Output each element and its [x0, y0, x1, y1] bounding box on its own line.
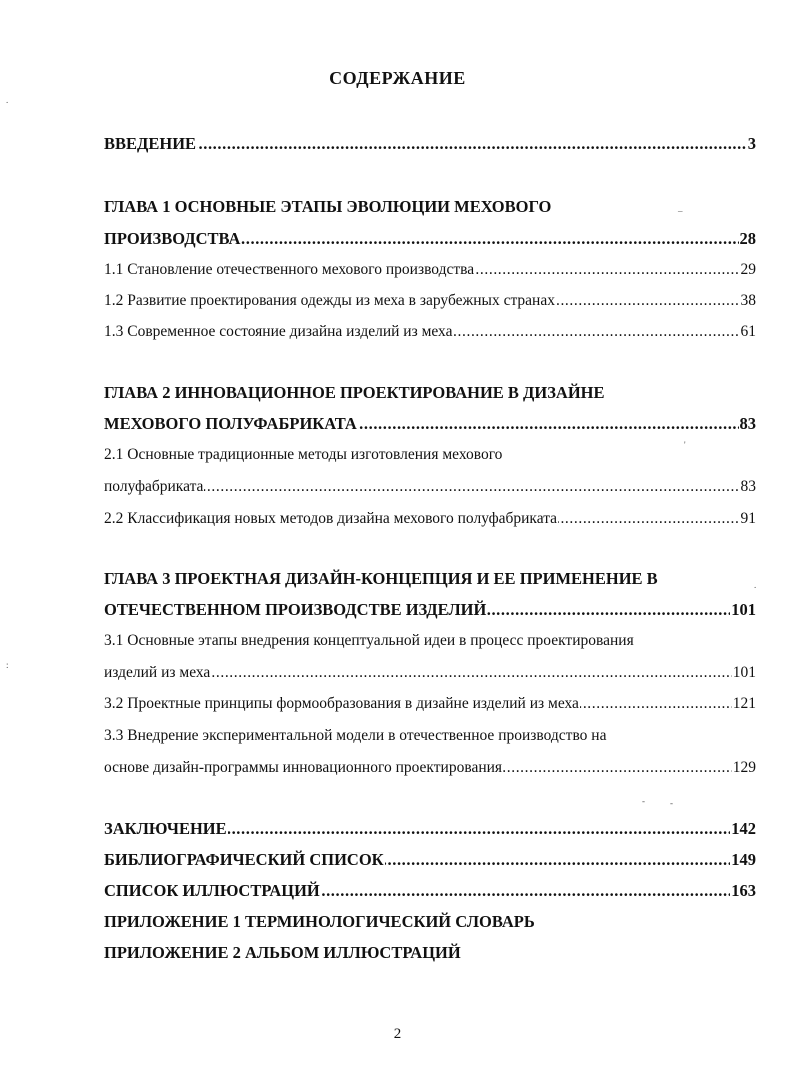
toc-page-number: 142	[730, 817, 756, 841]
toc-entry-conclusion[interactable]	[104, 817, 756, 841]
toc-page-number: 38	[740, 289, 757, 313]
toc-label: 3.2 Проектные принципы формообразования в дизайне изделий из меха	[104, 692, 580, 716]
toc-label: ГЛАВА 1 ОСНОВНЫЕ ЭТАПЫ ЭВОЛЮЦИИ МЕХОВОГО	[104, 197, 552, 216]
toc-label: БИБЛИОГРАФИЧЕСКИЙ СПИСОК	[104, 848, 385, 872]
toc-entry-section-3-1[interactable]	[104, 661, 756, 685]
toc-label: ВВЕДЕНИЕ	[104, 132, 197, 156]
toc-chapter3-heading	[104, 567, 756, 591]
scan-speck: '	[684, 440, 686, 450]
toc-entry-illustrations[interactable]	[104, 879, 756, 903]
toc-section-2-1-line1	[104, 443, 756, 467]
toc-page-number: 121	[732, 692, 756, 716]
toc-label: ГЛАВА 3 ПРОЕКТНАЯ ДИЗАЙН-КОНЦЕПЦИЯ И ЕЕ ПРИМЕНЕНИЕ В	[104, 569, 658, 588]
toc-entry-section-3-2[interactable]	[104, 692, 756, 716]
toc-label: ЗАКЛЮЧЕНИЕ	[104, 817, 228, 841]
toc-entry-section-1-2[interactable]	[104, 289, 756, 313]
toc-label: 3.1 Основные этапы внедрения концептуальной идеи в процесс проектирования	[104, 632, 634, 649]
toc-page-number: 61	[740, 320, 757, 344]
toc-chapter2-heading	[104, 381, 756, 405]
toc-label: 1.1 Становление отечественного мехового производства	[104, 258, 475, 282]
toc-label: основе дизайн-программы инновационного проектирования	[104, 756, 503, 780]
toc-label: полуфабриката	[104, 475, 204, 499]
toc-page-number: 149	[730, 848, 756, 872]
toc-label: ПРИЛОЖЕНИЕ 2 АЛЬБОМ ИЛЛЮСТРАЦИЙ	[104, 943, 461, 962]
toc-entry-introduction[interactable]	[104, 132, 756, 156]
toc-page-number: 3	[747, 132, 756, 156]
toc-entry-chapter3[interactable]	[104, 598, 756, 622]
toc-entry-chapter2[interactable]	[104, 412, 756, 436]
toc-label: ПРОИЗВОДСТВА	[104, 227, 241, 251]
page-number: 2	[393, 1026, 402, 1042]
toc-entry-section-1-1[interactable]	[104, 258, 756, 282]
toc-page-number: 29	[740, 258, 757, 282]
toc-page-number: 91	[740, 507, 757, 531]
toc-page-number: 101	[732, 661, 756, 685]
toc-chapter1-heading	[104, 195, 756, 219]
scan-speck: -	[642, 796, 645, 806]
scan-speck: -	[670, 798, 673, 808]
toc-entry-appendix1[interactable]	[104, 910, 756, 934]
toc-label: 3.3 Внедрение экспериментальной модели в отечественное производство на	[104, 727, 607, 744]
toc-entry-chapter1[interactable]	[104, 227, 756, 251]
toc-label: 1.2 Развитие проектирования одежды из меха в зарубежных странах	[104, 289, 556, 313]
toc-section-3-3-line1	[104, 724, 756, 748]
toc-entry-section-2-1[interactable]	[104, 475, 756, 499]
toc-label: 2.1 Основные традиционные методы изготовления мехового	[104, 446, 503, 463]
toc-label: СПИСОК ИЛЛЮСТРАЦИЙ	[104, 879, 321, 903]
toc-label: 1.3 Современное состояние дизайна изделий из меха	[104, 320, 454, 344]
scan-speck: _	[678, 203, 683, 213]
toc-entry-bibliography[interactable]	[104, 848, 756, 872]
toc-page-number: 101	[730, 598, 756, 622]
toc-page-number: 163	[730, 879, 756, 903]
toc-page-number: 28	[739, 227, 757, 251]
toc-section-3-1-line1	[104, 629, 756, 653]
toc-label: изделий из меха	[104, 661, 211, 685]
toc-entry-section-1-3[interactable]	[104, 320, 756, 344]
scan-speck: .	[6, 95, 9, 105]
toc-entry-appendix2[interactable]	[104, 941, 756, 965]
scan-speck: .	[754, 580, 757, 590]
scan-speck: :	[6, 660, 9, 670]
toc-page-number: 129	[732, 756, 756, 780]
toc-page-number: 83	[739, 412, 757, 436]
toc-page-number: 83	[740, 475, 757, 499]
toc-entry-section-2-2[interactable]	[104, 507, 756, 531]
toc-entry-section-3-3[interactable]	[104, 756, 756, 780]
toc-label: ГЛАВА 2 ИННОВАЦИОННОЕ ПРОЕКТИРОВАНИЕ В ДИЗАЙНЕ	[104, 383, 605, 402]
toc-label: ОТЕЧЕСТВЕННОМ ПРОИЗВОДСТВЕ ИЗДЕЛИЙ	[104, 598, 487, 622]
toc-label: 2.2 Классификация новых методов дизайна мехового полуфабриката	[104, 507, 558, 531]
toc-label: ПРИЛОЖЕНИЕ 1 ТЕРМИНОЛОГИЧЕСКИЙ СЛОВАРЬ	[104, 912, 535, 931]
toc-label: МЕХОВОГО ПОЛУФАБРИКАТА	[104, 412, 358, 436]
page-title: СОДЕРЖАНИЕ	[329, 68, 466, 88]
